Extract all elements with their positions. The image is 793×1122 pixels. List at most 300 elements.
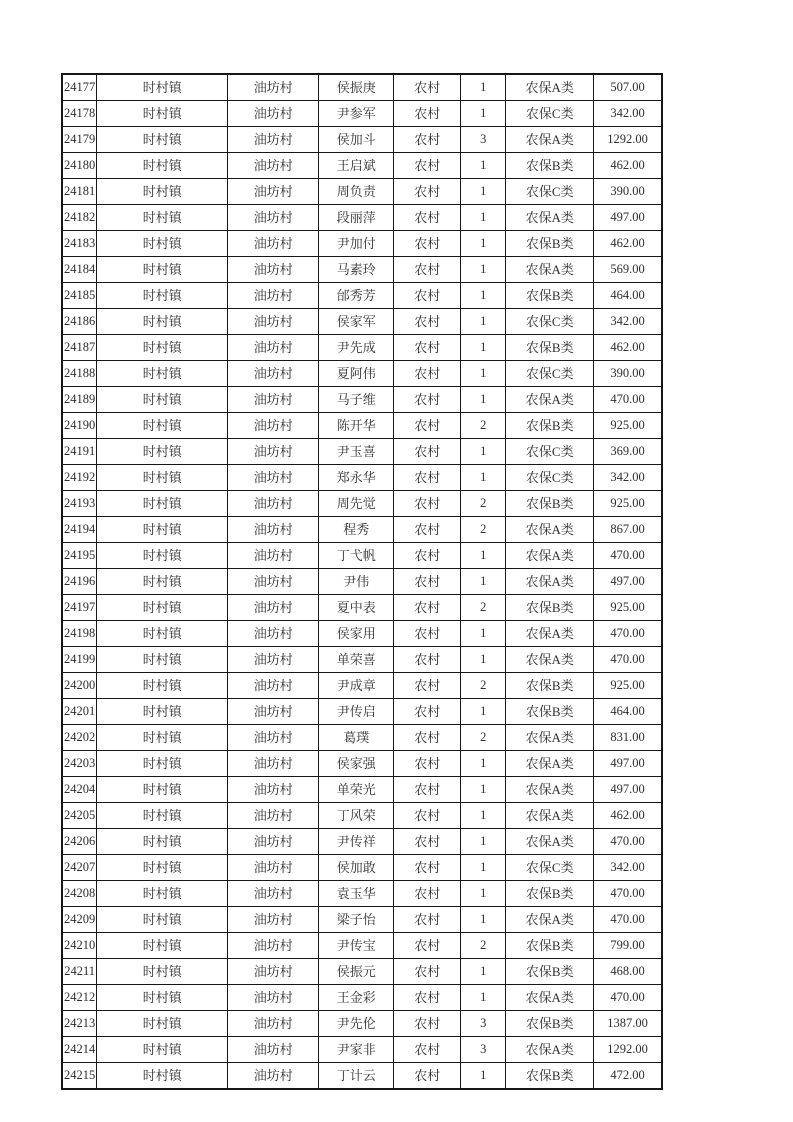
cell-amount: 468.00 [594, 959, 662, 985]
cell-village: 油坊村 [228, 309, 319, 335]
cell-person-count: 2 [461, 725, 506, 751]
cell-residence-type: 农村 [394, 881, 461, 907]
cell-insurance-category: 农保C类 [506, 855, 594, 881]
table-row [62, 1037, 662, 1063]
cell-town: 时村镇 [97, 725, 228, 751]
cell-record-id: 24177 [62, 74, 97, 101]
table-row [62, 933, 662, 959]
table-row [62, 127, 662, 153]
cell-residence-type: 农村 [394, 803, 461, 829]
cell-record-id: 24215 [62, 1063, 97, 1090]
cell-amount: 470.00 [594, 907, 662, 933]
cell-amount: 925.00 [594, 491, 662, 517]
table-row [62, 855, 662, 881]
cell-amount: 462.00 [594, 335, 662, 361]
cell-insurance-category: 农保B类 [506, 231, 594, 257]
cell-insurance-category: 农保B类 [506, 413, 594, 439]
cell-village: 油坊村 [228, 881, 319, 907]
cell-record-id: 24182 [62, 205, 97, 231]
cell-village: 油坊村 [228, 1063, 319, 1090]
cell-person-count: 3 [461, 1011, 506, 1037]
cell-town: 时村镇 [97, 153, 228, 179]
cell-town: 时村镇 [97, 673, 228, 699]
cell-town: 时村镇 [97, 1063, 228, 1090]
cell-village: 油坊村 [228, 933, 319, 959]
cell-town: 时村镇 [97, 127, 228, 153]
cell-village: 油坊村 [228, 959, 319, 985]
cell-amount: 472.00 [594, 1063, 662, 1090]
cell-residence-type: 农村 [394, 153, 461, 179]
cell-record-id: 24190 [62, 413, 97, 439]
cell-amount: 497.00 [594, 205, 662, 231]
cell-amount: 867.00 [594, 517, 662, 543]
cell-village: 油坊村 [228, 74, 319, 101]
cell-person-name: 段丽萍 [319, 205, 394, 231]
cell-residence-type: 农村 [394, 127, 461, 153]
cell-amount: 470.00 [594, 881, 662, 907]
cell-village: 油坊村 [228, 257, 319, 283]
cell-town: 时村镇 [97, 74, 228, 101]
cell-amount: 497.00 [594, 569, 662, 595]
cell-town: 时村镇 [97, 829, 228, 855]
cell-town: 时村镇 [97, 699, 228, 725]
table-row [62, 101, 662, 127]
cell-residence-type: 农村 [394, 231, 461, 257]
cell-town: 时村镇 [97, 205, 228, 231]
cell-record-id: 24194 [62, 517, 97, 543]
cell-insurance-category: 农保A类 [506, 907, 594, 933]
cell-insurance-category: 农保B类 [506, 881, 594, 907]
cell-record-id: 24180 [62, 153, 97, 179]
table-row [62, 803, 662, 829]
cell-person-count: 1 [461, 647, 506, 673]
cell-record-id: 24197 [62, 595, 97, 621]
cell-amount: 497.00 [594, 777, 662, 803]
cell-insurance-category: 农保C类 [506, 465, 594, 491]
cell-person-count: 2 [461, 933, 506, 959]
cell-record-id: 24186 [62, 309, 97, 335]
cell-residence-type: 农村 [394, 387, 461, 413]
cell-residence-type: 农村 [394, 751, 461, 777]
cell-record-id: 24204 [62, 777, 97, 803]
cell-person-count: 1 [461, 439, 506, 465]
cell-village: 油坊村 [228, 621, 319, 647]
table-row [62, 1011, 662, 1037]
cell-insurance-category: 农保A类 [506, 74, 594, 101]
cell-person-name: 尹传启 [319, 699, 394, 725]
table-row [62, 257, 662, 283]
cell-insurance-category: 农保B类 [506, 1011, 594, 1037]
cell-town: 时村镇 [97, 465, 228, 491]
cell-town: 时村镇 [97, 985, 228, 1011]
cell-person-name: 侯振元 [319, 959, 394, 985]
cell-person-name: 侯家军 [319, 309, 394, 335]
cell-residence-type: 农村 [394, 283, 461, 309]
cell-person-count: 1 [461, 283, 506, 309]
cell-village: 油坊村 [228, 387, 319, 413]
cell-person-name: 程秀 [319, 517, 394, 543]
cell-village: 油坊村 [228, 1011, 319, 1037]
cell-amount: 925.00 [594, 673, 662, 699]
cell-person-name: 丁风荣 [319, 803, 394, 829]
cell-insurance-category: 农保B类 [506, 283, 594, 309]
cell-town: 时村镇 [97, 283, 228, 309]
table-row [62, 439, 662, 465]
cell-person-name: 周先觉 [319, 491, 394, 517]
cell-person-count: 1 [461, 361, 506, 387]
cell-amount: 369.00 [594, 439, 662, 465]
cell-amount: 925.00 [594, 413, 662, 439]
table-row [62, 361, 662, 387]
cell-person-name: 夏中表 [319, 595, 394, 621]
cell-residence-type: 农村 [394, 959, 461, 985]
cell-record-id: 24208 [62, 881, 97, 907]
cell-residence-type: 农村 [394, 907, 461, 933]
table-row [62, 153, 662, 179]
cell-insurance-category: 农保A类 [506, 725, 594, 751]
cell-town: 时村镇 [97, 361, 228, 387]
cell-residence-type: 农村 [394, 777, 461, 803]
cell-person-count: 1 [461, 907, 506, 933]
benefit-table-body [62, 74, 662, 1089]
cell-village: 油坊村 [228, 647, 319, 673]
table-row [62, 465, 662, 491]
cell-residence-type: 农村 [394, 309, 461, 335]
cell-person-count: 1 [461, 751, 506, 777]
cell-person-name: 侯加敢 [319, 855, 394, 881]
cell-village: 油坊村 [228, 595, 319, 621]
cell-person-count: 2 [461, 673, 506, 699]
cell-insurance-category: 农保A类 [506, 387, 594, 413]
cell-village: 油坊村 [228, 127, 319, 153]
cell-person-count: 1 [461, 777, 506, 803]
table-row [62, 335, 662, 361]
table-row [62, 907, 662, 933]
cell-insurance-category: 农保C类 [506, 101, 594, 127]
cell-person-count: 1 [461, 309, 506, 335]
cell-record-id: 24206 [62, 829, 97, 855]
cell-town: 时村镇 [97, 569, 228, 595]
cell-person-count: 1 [461, 621, 506, 647]
cell-person-name: 梁子怡 [319, 907, 394, 933]
cell-insurance-category: 农保B类 [506, 335, 594, 361]
table-row [62, 517, 662, 543]
cell-person-count: 1 [461, 465, 506, 491]
cell-person-count: 2 [461, 413, 506, 439]
cell-amount: 462.00 [594, 803, 662, 829]
cell-record-id: 24210 [62, 933, 97, 959]
table-row [62, 543, 662, 569]
cell-village: 油坊村 [228, 569, 319, 595]
cell-village: 油坊村 [228, 101, 319, 127]
cell-person-count: 1 [461, 74, 506, 101]
table-row [62, 673, 662, 699]
cell-town: 时村镇 [97, 413, 228, 439]
cell-person-name: 葛璞 [319, 725, 394, 751]
cell-village: 油坊村 [228, 361, 319, 387]
cell-residence-type: 农村 [394, 257, 461, 283]
cell-amount: 390.00 [594, 179, 662, 205]
cell-amount: 497.00 [594, 751, 662, 777]
cell-record-id: 24202 [62, 725, 97, 751]
cell-village: 油坊村 [228, 725, 319, 751]
table-row [62, 699, 662, 725]
cell-residence-type: 农村 [394, 673, 461, 699]
cell-person-name: 侯加斗 [319, 127, 394, 153]
cell-village: 油坊村 [228, 231, 319, 257]
cell-insurance-category: 农保A类 [506, 621, 594, 647]
cell-residence-type: 农村 [394, 725, 461, 751]
cell-residence-type: 农村 [394, 569, 461, 595]
table-row [62, 647, 662, 673]
cell-record-id: 24179 [62, 127, 97, 153]
cell-person-name: 尹伟 [319, 569, 394, 595]
cell-record-id: 24188 [62, 361, 97, 387]
cell-amount: 470.00 [594, 387, 662, 413]
cell-record-id: 24189 [62, 387, 97, 413]
cell-village: 油坊村 [228, 907, 319, 933]
table-row [62, 829, 662, 855]
cell-person-name: 邰秀芳 [319, 283, 394, 309]
cell-person-name: 单荣光 [319, 777, 394, 803]
cell-person-count: 1 [461, 985, 506, 1011]
cell-residence-type: 农村 [394, 491, 461, 517]
table-row [62, 621, 662, 647]
table-row [62, 413, 662, 439]
cell-record-id: 24193 [62, 491, 97, 517]
cell-record-id: 24205 [62, 803, 97, 829]
cell-town: 时村镇 [97, 647, 228, 673]
cell-town: 时村镇 [97, 595, 228, 621]
cell-person-name: 尹家非 [319, 1037, 394, 1063]
cell-town: 时村镇 [97, 231, 228, 257]
cell-person-count: 1 [461, 387, 506, 413]
cell-residence-type: 农村 [394, 101, 461, 127]
cell-residence-type: 农村 [394, 855, 461, 881]
cell-residence-type: 农村 [394, 517, 461, 543]
cell-town: 时村镇 [97, 959, 228, 985]
cell-record-id: 24209 [62, 907, 97, 933]
cell-record-id: 24211 [62, 959, 97, 985]
cell-residence-type: 农村 [394, 179, 461, 205]
cell-person-name: 侯振庚 [319, 74, 394, 101]
cell-record-id: 24207 [62, 855, 97, 881]
cell-town: 时村镇 [97, 491, 228, 517]
cell-village: 油坊村 [228, 283, 319, 309]
cell-insurance-category: 农保C类 [506, 439, 594, 465]
table-row [62, 231, 662, 257]
cell-record-id: 24181 [62, 179, 97, 205]
cell-village: 油坊村 [228, 179, 319, 205]
cell-insurance-category: 农保B类 [506, 933, 594, 959]
cell-person-name: 尹参军 [319, 101, 394, 127]
cell-record-id: 24191 [62, 439, 97, 465]
cell-amount: 507.00 [594, 74, 662, 101]
cell-amount: 925.00 [594, 595, 662, 621]
cell-village: 油坊村 [228, 491, 319, 517]
cell-record-id: 24200 [62, 673, 97, 699]
cell-person-count: 1 [461, 855, 506, 881]
cell-insurance-category: 农保B类 [506, 673, 594, 699]
cell-town: 时村镇 [97, 1011, 228, 1037]
cell-town: 时村镇 [97, 335, 228, 361]
cell-record-id: 24187 [62, 335, 97, 361]
benefit-table [61, 73, 663, 1090]
cell-record-id: 24201 [62, 699, 97, 725]
cell-village: 油坊村 [228, 543, 319, 569]
cell-residence-type: 农村 [394, 595, 461, 621]
cell-residence-type: 农村 [394, 699, 461, 725]
cell-amount: 342.00 [594, 101, 662, 127]
cell-town: 时村镇 [97, 621, 228, 647]
cell-amount: 831.00 [594, 725, 662, 751]
cell-residence-type: 农村 [394, 413, 461, 439]
cell-person-count: 2 [461, 595, 506, 621]
table-row [62, 959, 662, 985]
cell-residence-type: 农村 [394, 1011, 461, 1037]
cell-residence-type: 农村 [394, 829, 461, 855]
cell-person-name: 尹传祥 [319, 829, 394, 855]
cell-insurance-category: 农保B类 [506, 1063, 594, 1090]
cell-person-count: 2 [461, 491, 506, 517]
cell-village: 油坊村 [228, 205, 319, 231]
cell-village: 油坊村 [228, 855, 319, 881]
cell-amount: 342.00 [594, 855, 662, 881]
cell-amount: 464.00 [594, 699, 662, 725]
cell-amount: 390.00 [594, 361, 662, 387]
cell-residence-type: 农村 [394, 1063, 461, 1090]
table-row [62, 387, 662, 413]
cell-amount: 1292.00 [594, 1037, 662, 1063]
cell-record-id: 24195 [62, 543, 97, 569]
table-row [62, 985, 662, 1011]
cell-insurance-category: 农保A类 [506, 205, 594, 231]
cell-record-id: 24198 [62, 621, 97, 647]
cell-insurance-category: 农保A类 [506, 1037, 594, 1063]
cell-residence-type: 农村 [394, 985, 461, 1011]
cell-insurance-category: 农保B类 [506, 699, 594, 725]
cell-person-name: 尹成章 [319, 673, 394, 699]
cell-insurance-category: 农保A类 [506, 569, 594, 595]
cell-village: 油坊村 [228, 673, 319, 699]
cell-person-name: 单荣喜 [319, 647, 394, 673]
cell-village: 油坊村 [228, 829, 319, 855]
cell-residence-type: 农村 [394, 335, 461, 361]
cell-residence-type: 农村 [394, 205, 461, 231]
cell-insurance-category: 农保A类 [506, 543, 594, 569]
cell-town: 时村镇 [97, 309, 228, 335]
table-row [62, 1063, 662, 1090]
cell-insurance-category: 农保A类 [506, 517, 594, 543]
cell-residence-type: 农村 [394, 621, 461, 647]
cell-village: 油坊村 [228, 985, 319, 1011]
cell-town: 时村镇 [97, 179, 228, 205]
cell-person-name: 尹加付 [319, 231, 394, 257]
cell-insurance-category: 农保A类 [506, 985, 594, 1011]
cell-person-name: 侯家用 [319, 621, 394, 647]
cell-insurance-category: 农保A类 [506, 803, 594, 829]
cell-record-id: 24183 [62, 231, 97, 257]
table-row [62, 309, 662, 335]
cell-amount: 342.00 [594, 309, 662, 335]
cell-amount: 464.00 [594, 283, 662, 309]
cell-town: 时村镇 [97, 803, 228, 829]
cell-person-name: 夏阿伟 [319, 361, 394, 387]
table-row [62, 881, 662, 907]
cell-town: 时村镇 [97, 387, 228, 413]
cell-person-count: 1 [461, 1063, 506, 1090]
cell-person-name: 丁弋帆 [319, 543, 394, 569]
cell-person-count: 1 [461, 205, 506, 231]
cell-person-count: 1 [461, 543, 506, 569]
cell-insurance-category: 农保C类 [506, 179, 594, 205]
cell-person-count: 1 [461, 231, 506, 257]
cell-residence-type: 农村 [394, 465, 461, 491]
cell-record-id: 24184 [62, 257, 97, 283]
cell-person-count: 3 [461, 127, 506, 153]
cell-town: 时村镇 [97, 907, 228, 933]
cell-town: 时村镇 [97, 1037, 228, 1063]
cell-person-count: 1 [461, 803, 506, 829]
cell-town: 时村镇 [97, 439, 228, 465]
cell-town: 时村镇 [97, 933, 228, 959]
cell-person-name: 王启斌 [319, 153, 394, 179]
cell-amount: 470.00 [594, 543, 662, 569]
cell-residence-type: 农村 [394, 74, 461, 101]
cell-village: 油坊村 [228, 777, 319, 803]
cell-village: 油坊村 [228, 517, 319, 543]
cell-residence-type: 农村 [394, 439, 461, 465]
cell-residence-type: 农村 [394, 933, 461, 959]
cell-person-count: 3 [461, 1037, 506, 1063]
table-row [62, 179, 662, 205]
cell-insurance-category: 农保B类 [506, 491, 594, 517]
cell-amount: 470.00 [594, 647, 662, 673]
cell-residence-type: 农村 [394, 647, 461, 673]
cell-insurance-category: 农保A类 [506, 751, 594, 777]
cell-insurance-category: 农保A类 [506, 127, 594, 153]
cell-person-count: 1 [461, 257, 506, 283]
cell-village: 油坊村 [228, 413, 319, 439]
cell-village: 油坊村 [228, 335, 319, 361]
cell-residence-type: 农村 [394, 1037, 461, 1063]
cell-town: 时村镇 [97, 881, 228, 907]
cell-person-count: 1 [461, 569, 506, 595]
cell-person-name: 袁玉华 [319, 881, 394, 907]
cell-amount: 470.00 [594, 829, 662, 855]
cell-record-id: 24185 [62, 283, 97, 309]
cell-person-name: 尹先伦 [319, 1011, 394, 1037]
cell-amount: 462.00 [594, 153, 662, 179]
cell-insurance-category: 农保B类 [506, 595, 594, 621]
cell-person-count: 1 [461, 881, 506, 907]
cell-town: 时村镇 [97, 101, 228, 127]
cell-person-count: 2 [461, 517, 506, 543]
table-row [62, 74, 662, 101]
cell-person-count: 1 [461, 829, 506, 855]
cell-person-count: 1 [461, 101, 506, 127]
table-row [62, 491, 662, 517]
table-row [62, 569, 662, 595]
cell-record-id: 24203 [62, 751, 97, 777]
cell-record-id: 24178 [62, 101, 97, 127]
cell-person-name: 马素玲 [319, 257, 394, 283]
cell-record-id: 24192 [62, 465, 97, 491]
cell-person-name: 侯家强 [319, 751, 394, 777]
table-row [62, 595, 662, 621]
cell-insurance-category: 农保B类 [506, 153, 594, 179]
cell-insurance-category: 农保A类 [506, 829, 594, 855]
